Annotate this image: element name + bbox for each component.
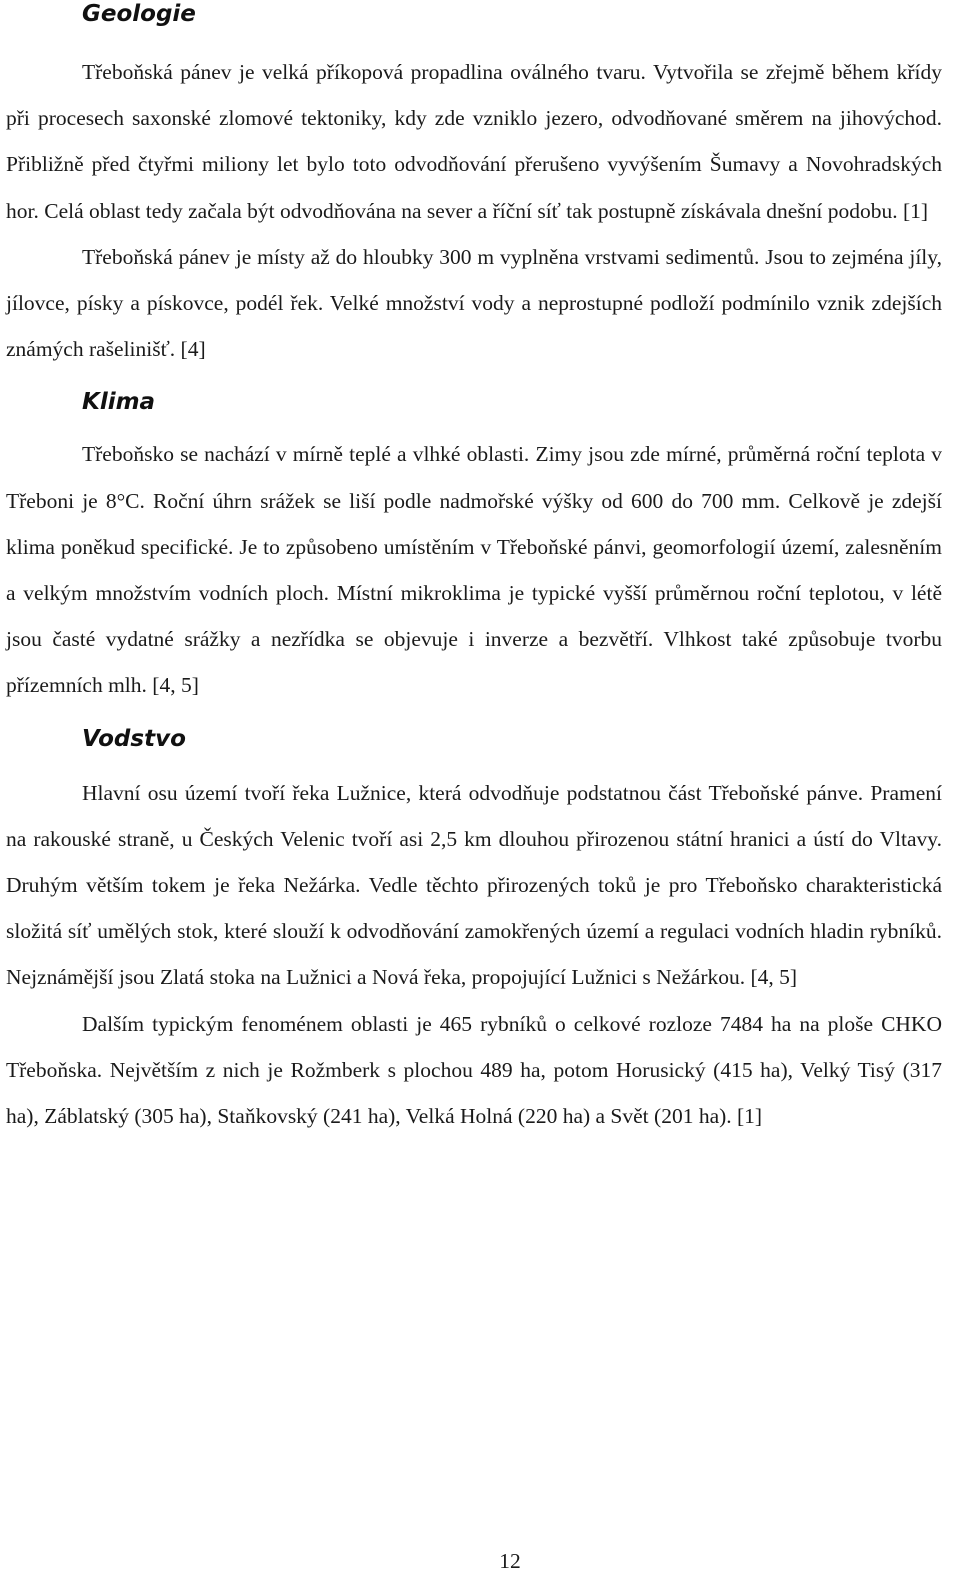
paragraph-geologie-1: Třeboňská pánev je velká příkopová propadlina oválného tvaru. Vytvořila se zřejmě během křídy při procesech saxonské zlomové tektoniky, kdy zde vzniklo jezero, odvodňované směrem na jihovýchod. Přibližně před čtyřmi miliony let bylo toto odvodňování přerušeno vyvýšením Šumavy a Novohradských hor. Celá oblast tedy začala být odvodňována na sever a říční síť tak postupně získávala dnešní podobu. [1]	[6, 60, 942, 223]
page-number: 12	[499, 1549, 521, 1573]
section-heading-vodstvo: Vodstvo	[82, 725, 186, 752]
paragraph-klima-1: Třeboňsko se nachází v mírně teplé a vlhké oblasti. Zimy jsou zde mírné, průměrná roční teplota v Třeboni je 8°C. Roční úhrn srážek se liší podle nadmořské výšky od 600 do 700 mm. Celkově je zdejší klima poněkud specifické. Je to způsobeno umístěním v Třeboňské pánvi, geomorfologií území, zalesněním a velkým množstvím vodních ploch. Místní mikroklima je typické vyšší průměrnou roční teplotou, v létě jsou časté vydatné srážky a nezřídka se objevuje i inverze a bezvětří. Vlhkost také způsobuje tvorbu přízemních mlh. [4, 5]	[6, 442, 942, 698]
paragraph-geologie-2: Třeboňská pánev je místy až do hloubky 300 m vyplněna vrstvami sedimentů. Jsou to zejména jíly, jílovce, písky a pískovce, podél řek. Velké množství vody a neprostupné podloží podmínilo vznik zdejších známých rašelinišť. [4]	[6, 244, 942, 362]
document-page	[6, 0, 942, 1139]
section-heading-geologie: Geologie	[82, 1, 196, 27]
paragraph-vodstvo-2: Dalším typickým fenoménem oblasti je 465 rybníků o celkové rozloze 7484 ha na ploše CHKO Třeboňska. Největším z nich je Rožmberk s plochou 489 ha, potom Horusický (415 ha), Velký Tisý (317 ha), Záblatský (305 ha), Staňkovský (241 ha), Velká Holná (220 ha) a Svět (201 ha). [1]	[6, 1011, 942, 1129]
paragraph-vodstvo-1: Hlavní osu území tvoří řeka Lužnice, která odvodňuje podstatnou část Třeboňské pánve. Pramení na rakouské straně, u Českých Velenic tvoří asi 2,5 km dlouhou přirozenou státní hranici a ústí do Vltavy. Druhým větším tokem je řeka Nežárka. Vedle těchto přirozených toků je pro Třeboňsko charakteristická složitá síť umělých stok, které slouží k odvodňování zamokřených území a regulaci vodních hladin rybníků. Nejznámější jsou Zlatá stoka na Lužnici a Nová řeka, propojující Lužnici s Nežárkou. [4, 5]	[6, 780, 942, 990]
section-heading-klima: Klima	[82, 389, 156, 416]
